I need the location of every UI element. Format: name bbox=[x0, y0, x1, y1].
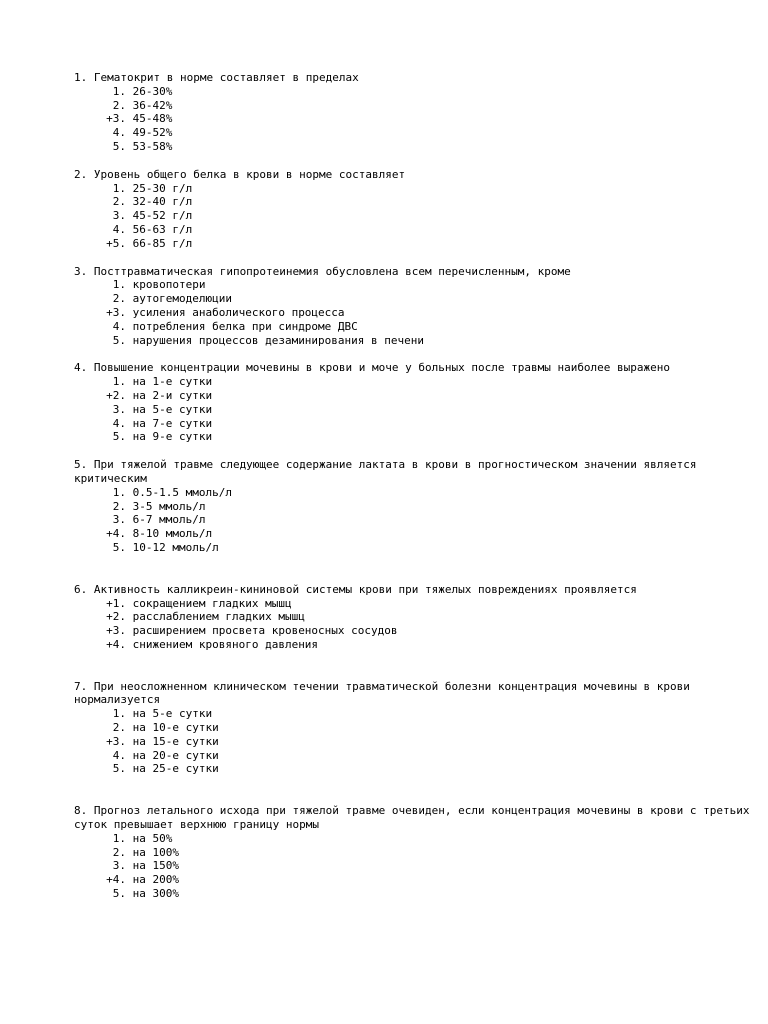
question-6 bbox=[74, 583, 754, 652]
option-text: 45-52 г/л bbox=[132, 209, 193, 223]
option-marker: 4. bbox=[112, 748, 126, 762]
spacer bbox=[74, 251, 754, 265]
answer-option bbox=[74, 195, 754, 209]
option-marker: 3. bbox=[112, 402, 126, 416]
option-text: на 150% bbox=[132, 859, 179, 873]
option-marker: +3. bbox=[106, 734, 126, 748]
answer-option bbox=[74, 182, 754, 196]
answer-options bbox=[74, 375, 754, 444]
option-text: 26-30% bbox=[132, 84, 173, 98]
option-text: на 5-е сутки bbox=[132, 402, 213, 416]
option-text: аутогемоделюции bbox=[132, 292, 232, 306]
question-text: 5. При тяжелой травме следующее содержание лактата в крови в прогностическом значении является критическим bbox=[74, 458, 704, 485]
option-marker: 2. bbox=[112, 721, 126, 735]
option-text: на 10-е сутки bbox=[132, 721, 219, 735]
question-text: 1. Гематокрит в норме составляет в пределах bbox=[74, 71, 359, 84]
answer-options bbox=[74, 707, 754, 776]
answer-option bbox=[74, 403, 754, 417]
option-marker: 1. bbox=[112, 707, 126, 721]
option-text: 36-42% bbox=[132, 98, 173, 112]
option-marker: 1. bbox=[112, 84, 126, 98]
option-text: на 50% bbox=[132, 831, 173, 845]
spacer bbox=[74, 652, 754, 680]
option-marker: +2. bbox=[106, 388, 126, 402]
question-2 bbox=[74, 168, 754, 251]
option-marker: +4. bbox=[106, 637, 126, 651]
option-marker: 4. bbox=[112, 222, 126, 236]
option-marker: +4. bbox=[106, 873, 126, 887]
option-text: на 15-е сутки bbox=[132, 734, 219, 748]
question-text: 8. Прогноз летального исхода при тяжелой травме очевиден, если концентрация мочевины в крови с третьих суток превышает верхнюю границу нормы bbox=[74, 804, 757, 832]
option-marker: 5. bbox=[112, 887, 126, 901]
question-text: 3. Посттравматическая гипопротеинемия обусловлена всем перечисленным, кроме bbox=[74, 264, 571, 278]
option-text: на 100% bbox=[132, 845, 179, 859]
answer-option bbox=[74, 735, 754, 749]
answer-option bbox=[74, 873, 754, 887]
answer-option bbox=[74, 430, 754, 444]
option-marker: 2. bbox=[112, 98, 126, 112]
answer-options bbox=[74, 832, 754, 901]
answer-option bbox=[74, 749, 754, 763]
option-marker: 4. bbox=[112, 319, 126, 333]
question-7 bbox=[74, 680, 754, 777]
option-text: расширением просвета кровеносных сосудов bbox=[132, 624, 398, 638]
option-text: 8-10 ммоль/л bbox=[132, 527, 213, 541]
answer-option bbox=[74, 320, 754, 334]
answer-option bbox=[74, 237, 754, 251]
answer-option bbox=[74, 278, 754, 292]
question-1 bbox=[74, 71, 754, 154]
option-marker: 2. bbox=[112, 292, 126, 306]
question-text: 7. При неосложненном клиническом течении травматической болезни концентрация мочевины в крови нормализуется bbox=[74, 679, 697, 707]
option-marker: +1. bbox=[106, 596, 126, 610]
option-marker: 3. bbox=[112, 209, 126, 223]
question-8 bbox=[74, 804, 757, 901]
option-marker: 3. bbox=[112, 513, 126, 527]
option-marker: +3. bbox=[106, 624, 126, 638]
option-marker: 5. bbox=[112, 762, 126, 776]
option-text: 53-58% bbox=[132, 139, 173, 153]
answer-option bbox=[74, 486, 754, 500]
answer-option bbox=[74, 500, 754, 514]
spacer bbox=[74, 347, 754, 361]
answer-option bbox=[74, 306, 754, 320]
option-marker: 1. bbox=[112, 278, 126, 292]
option-text: 3-5 ммоль/л bbox=[132, 499, 206, 513]
answer-option bbox=[74, 638, 754, 652]
answer-option bbox=[74, 762, 754, 776]
question-text: 2. Уровень общего белка в крови в норме составляет bbox=[74, 167, 406, 181]
answer-option bbox=[74, 597, 754, 611]
answer-option bbox=[74, 624, 754, 638]
answer-option bbox=[74, 846, 754, 860]
option-text: кровопотери bbox=[132, 278, 206, 292]
question-text: 6. Активность калликреин-кининовой системы крови при тяжелых повреждениях проявляется bbox=[74, 582, 637, 596]
option-text: на 2-и сутки bbox=[132, 388, 213, 402]
option-text: 10-12 ммоль/л bbox=[132, 540, 219, 554]
option-text: на 1-е сутки bbox=[132, 375, 213, 389]
spacer bbox=[74, 555, 754, 583]
option-text: нарушения процессов дезаминирования в печени bbox=[132, 333, 425, 347]
option-marker: 1. bbox=[112, 375, 126, 389]
answer-option bbox=[74, 85, 754, 99]
answer-options bbox=[74, 597, 754, 652]
answer-option bbox=[74, 223, 754, 237]
option-text: на 200% bbox=[132, 873, 179, 887]
answer-option bbox=[74, 610, 754, 624]
spacer bbox=[74, 154, 754, 168]
answer-option bbox=[74, 417, 754, 431]
question-4 bbox=[74, 361, 754, 444]
answer-option bbox=[74, 112, 754, 126]
answer-option bbox=[74, 140, 754, 154]
option-text: расслаблением гладких мышц bbox=[132, 610, 305, 624]
option-marker: 4. bbox=[112, 126, 126, 140]
answer-option bbox=[74, 887, 754, 901]
option-marker: 1. bbox=[112, 831, 126, 845]
answer-option bbox=[74, 707, 754, 721]
answer-options bbox=[74, 182, 754, 251]
option-text: на 300% bbox=[132, 887, 179, 901]
answer-options bbox=[74, 278, 754, 347]
option-marker: +3. bbox=[106, 112, 126, 126]
answer-option bbox=[74, 389, 754, 403]
option-marker: 1. bbox=[112, 181, 126, 195]
option-text: 66-85 г/л bbox=[132, 236, 193, 250]
option-text: 45-48% bbox=[132, 112, 173, 126]
answer-option bbox=[74, 527, 754, 541]
option-marker: 5. bbox=[112, 540, 126, 554]
option-text: 49-52% bbox=[132, 126, 173, 140]
option-text: на 7-е сутки bbox=[132, 416, 213, 430]
answer-option bbox=[74, 832, 754, 846]
spacer bbox=[74, 776, 754, 804]
answer-option bbox=[74, 99, 754, 113]
test-document bbox=[74, 71, 757, 901]
option-marker: +3. bbox=[106, 305, 126, 319]
option-text: снижением кровяного давления bbox=[132, 637, 319, 651]
answer-option bbox=[74, 334, 754, 348]
option-marker: 2. bbox=[112, 195, 126, 209]
option-marker: +2. bbox=[106, 610, 126, 624]
answer-option bbox=[74, 541, 754, 555]
answer-options bbox=[74, 85, 754, 154]
spacer bbox=[74, 444, 754, 458]
option-marker: 2. bbox=[112, 499, 126, 513]
option-text: потребления белка при синдроме ДВС bbox=[132, 319, 358, 333]
answer-option bbox=[74, 513, 754, 527]
answer-option bbox=[74, 859, 754, 873]
option-text: 0.5-1.5 ммоль/л bbox=[132, 485, 232, 499]
option-text: 56-63 г/л bbox=[132, 222, 193, 236]
option-text: на 5-е сутки bbox=[132, 707, 213, 721]
answer-option bbox=[74, 126, 754, 140]
option-marker: +4. bbox=[106, 527, 126, 541]
option-marker: 1. bbox=[112, 485, 126, 499]
option-marker: 4. bbox=[112, 416, 126, 430]
option-text: на 25-е сутки bbox=[132, 762, 219, 776]
option-text: сокращением гладких мышц bbox=[132, 596, 292, 610]
option-text: на 9-е сутки bbox=[132, 430, 213, 444]
answer-option bbox=[74, 292, 754, 306]
option-marker: 3. bbox=[112, 859, 126, 873]
question-3 bbox=[74, 265, 754, 348]
option-marker: 5. bbox=[112, 333, 126, 347]
option-marker: 2. bbox=[112, 845, 126, 859]
option-marker: +5. bbox=[106, 236, 126, 250]
option-text: 25-30 г/л bbox=[132, 181, 193, 195]
option-text: усиления анаболического процесса bbox=[132, 305, 345, 319]
answer-options bbox=[74, 486, 754, 555]
answer-option bbox=[74, 375, 754, 389]
answer-option bbox=[74, 721, 754, 735]
option-marker: 5. bbox=[112, 430, 126, 444]
option-marker: 5. bbox=[112, 139, 126, 153]
option-text: 6-7 ммоль/л bbox=[132, 513, 206, 527]
option-text: на 20-е сутки bbox=[132, 748, 219, 762]
question-5 bbox=[74, 458, 754, 555]
question-text: 4. Повышение концентрации мочевины в крови и моче у больных после травмы наиболее выражено bbox=[74, 361, 671, 375]
answer-option bbox=[74, 209, 754, 223]
option-text: 32-40 г/л bbox=[132, 195, 193, 209]
